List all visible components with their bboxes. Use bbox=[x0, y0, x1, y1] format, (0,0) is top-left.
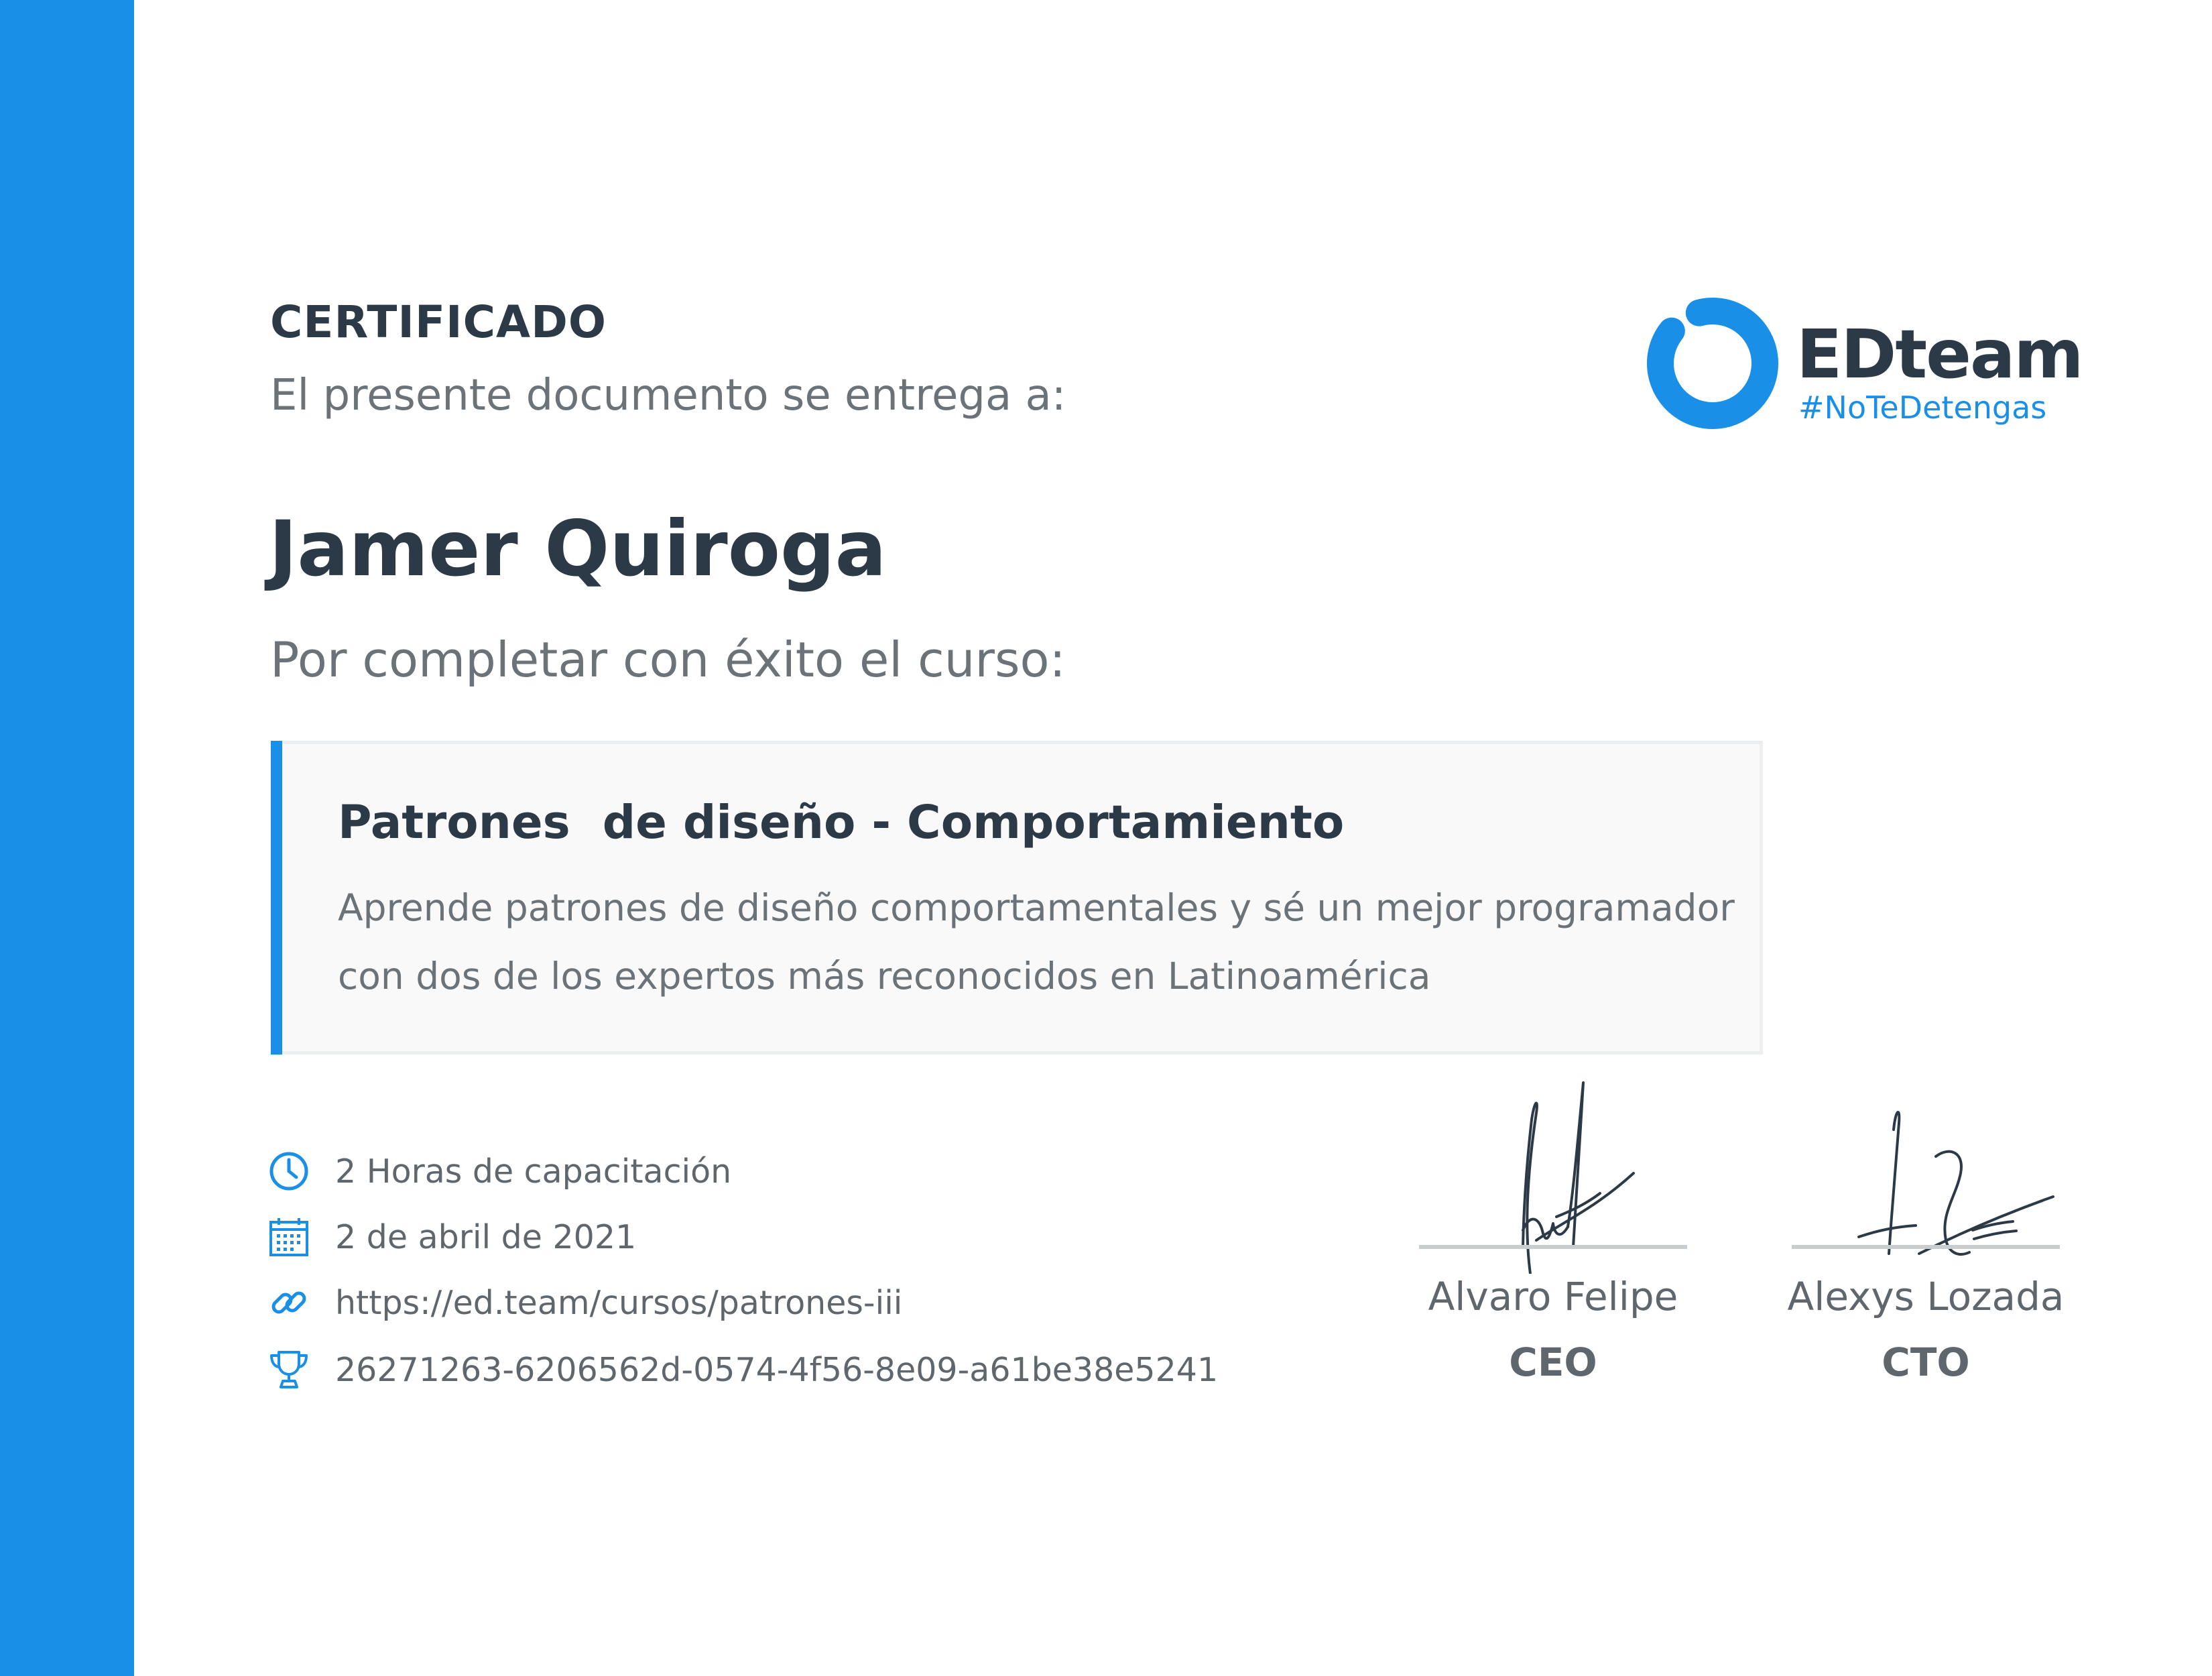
signer-ceo bbox=[1412, 1073, 1694, 1408]
course-description-line: Aprende patrones de diseño comportamentales y sé un mejor programador bbox=[338, 886, 1735, 929]
signature-line bbox=[1792, 1245, 2060, 1249]
certificate-id-text: 26271263-6206562d-0574-4f56-8e09-a61be38e5241 bbox=[335, 1350, 1219, 1389]
course-url-link[interactable]: https://ed.team/cursos/patrones-iii bbox=[335, 1283, 903, 1322]
signer-role: CTO bbox=[1882, 1339, 1970, 1385]
trophy-icon bbox=[268, 1349, 310, 1390]
recipient-name: Jamer Quiroga bbox=[269, 504, 887, 593]
calendar-icon bbox=[268, 1216, 310, 1258]
link-icon bbox=[268, 1282, 310, 1323]
detail-certificate-id bbox=[268, 1346, 1218, 1393]
certificate-intro: El presente documento se entrega a: bbox=[270, 371, 1066, 420]
edteam-logo bbox=[1642, 293, 2083, 437]
brand-name: EDteam bbox=[1796, 315, 2083, 394]
detail-duration bbox=[268, 1148, 731, 1195]
signature-cto bbox=[1785, 1073, 2067, 1274]
signer-name: Alexys Lozada bbox=[1787, 1274, 2065, 1319]
course-card bbox=[271, 741, 1763, 1055]
date-text: 2 de abril de 2021 bbox=[335, 1217, 637, 1256]
side-accent-bar bbox=[0, 0, 134, 1676]
certificate-title: CERTIFICADO bbox=[270, 296, 607, 348]
course-name: Patrones de diseño - Comportamiento bbox=[338, 796, 1345, 849]
logo-ring-icon bbox=[1642, 293, 1783, 434]
duration-text: 2 Horas de capacitación bbox=[335, 1152, 732, 1191]
signer-cto bbox=[1785, 1073, 2067, 1408]
course-description bbox=[338, 874, 1759, 1010]
signature-ceo bbox=[1412, 1073, 1694, 1274]
clock-icon bbox=[268, 1150, 310, 1192]
signer-role: CEO bbox=[1509, 1339, 1597, 1385]
course-card-accent bbox=[271, 741, 282, 1055]
detail-link[interactable] bbox=[268, 1279, 902, 1326]
signature-line bbox=[1419, 1245, 1687, 1249]
signer-name: Alvaro Felipe bbox=[1428, 1274, 1678, 1319]
detail-date bbox=[268, 1213, 636, 1260]
course-description-line: con dos de los expertos más reconocidos en Latinoamérica bbox=[338, 955, 1431, 998]
brand-hashtag: #NoTeDetengas bbox=[1798, 390, 2047, 426]
completion-text: Por completar con éxito el curso: bbox=[270, 632, 1066, 688]
